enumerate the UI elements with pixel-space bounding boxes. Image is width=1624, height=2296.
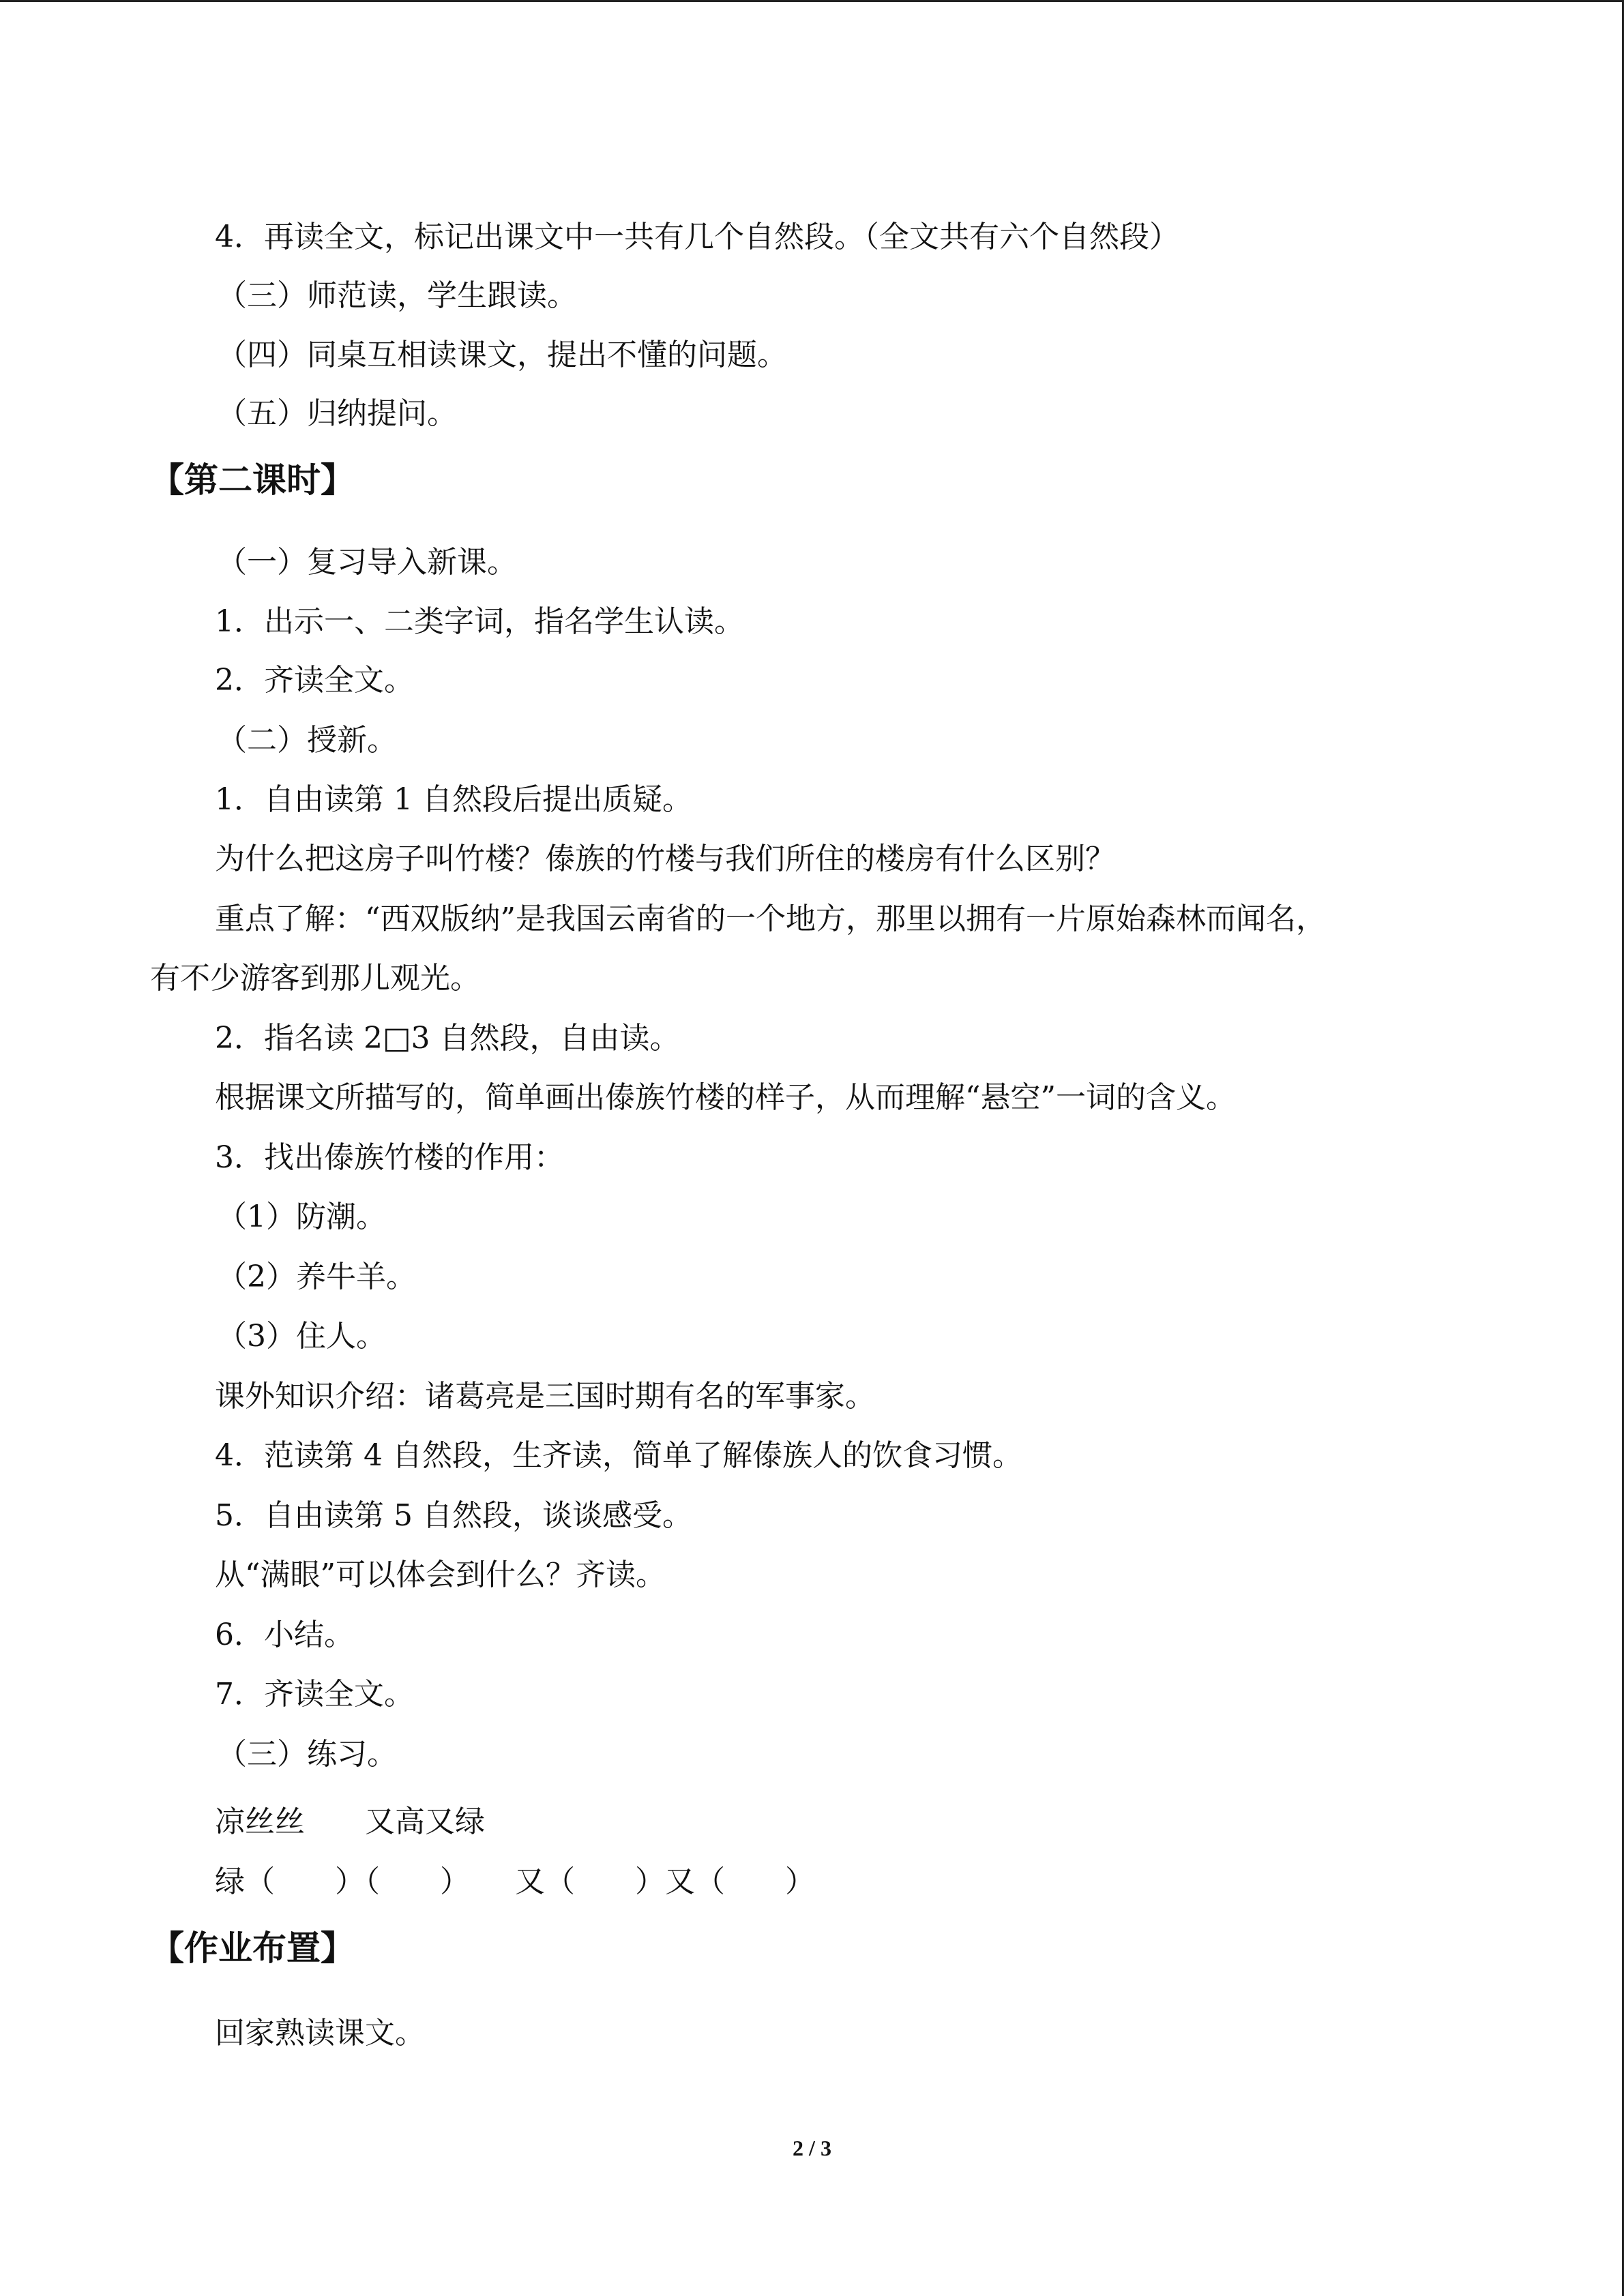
- heading-second-lesson: 【第二课时】: [150, 460, 355, 500]
- step-line: 1．出示一、二类字词，指名学生认读。: [215, 604, 744, 639]
- text-line: 课外知识介绍：诸葛亮是三国时期有名的军事家。: [215, 1379, 875, 1414]
- text-line: 回家熟读课文。: [215, 2016, 425, 2051]
- text-line: 为什么把这房子叫竹楼？傣族的竹楼与我们所住的楼房有什么区别？: [215, 841, 1115, 876]
- exercise-line: 绿（ ）（ ） 又（ ）又（ ）: [215, 1864, 815, 1899]
- section-line: （五）归纳提问。: [217, 396, 457, 431]
- page-number: 2 / 3: [793, 2136, 831, 2160]
- section-line: （一）复习导入新课。: [217, 545, 517, 580]
- text-line-continued: 有不少游客到那儿观光。: [150, 961, 480, 996]
- step-line: 3．找出傣族竹楼的作用：: [215, 1140, 564, 1175]
- step-line: 4．范读第 4 自然段，生齐读，简单了解傣族人的饮食习惯。: [215, 1438, 1022, 1473]
- step-line: 7．齐读全文。: [215, 1677, 414, 1712]
- step-line: 5．自由读第 5 自然段，谈谈感受。: [215, 1498, 692, 1533]
- section-line: （四）同桌互相读课文，提出不懂的问题。: [217, 338, 787, 372]
- step-line: 2．齐读全文。: [215, 663, 414, 698]
- section-line: （三）练习。: [217, 1737, 397, 1772]
- section-line: （三）师范读，学生跟读。: [217, 278, 577, 313]
- step-line: 4．再读全文，标记出课文中一共有几个自然段。（全文共有六个自然段）: [215, 220, 1179, 254]
- text-line: 重点了解：“西双版纳”是我国云南省的一个地方，那里以拥有一片原始森林而闻名，: [215, 901, 1326, 936]
- step-line: 1．自由读第 1 自然段后提出质疑。: [215, 782, 692, 817]
- section-line: （二）授新。: [217, 723, 397, 758]
- heading-homework: 【作业布置】: [150, 1928, 355, 1968]
- text-line: 根据课文所描写的，简单画出傣族竹楼的样子，从而理解“悬空”一词的含义。: [215, 1080, 1236, 1115]
- step-line: 2．指名读 2□3 自然段，自由读。: [215, 1021, 680, 1056]
- step-line: 6．小结。: [215, 1617, 354, 1652]
- exercise-line: 凉丝丝 又高又绿: [215, 1804, 485, 1839]
- text-line: 从“满眼”可以体会到什么？齐读。: [215, 1557, 666, 1592]
- list-item: （3）住人。: [217, 1319, 386, 1354]
- list-item: （1）防潮。: [217, 1199, 386, 1234]
- list-item: （2）养牛羊。: [217, 1259, 416, 1294]
- page-border-top: [0, 0, 1624, 2]
